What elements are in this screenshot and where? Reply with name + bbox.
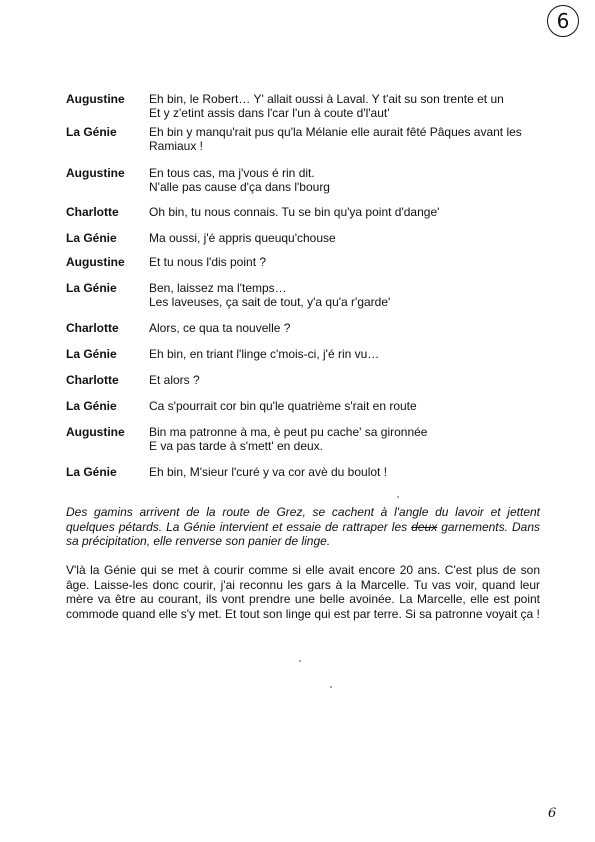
stage-direction bbox=[66, 505, 540, 549]
dialogue-line bbox=[66, 347, 541, 361]
dialogue-line bbox=[66, 166, 541, 194]
dialogue-text bbox=[149, 255, 541, 269]
stage-direction-text-before: Des gamins arrivent de la route de Grez, se cachent à l'angle du lavoir et jettent quelques pétards. La Génie intervient et essaie de rattraper les bbox=[66, 505, 540, 534]
dialogue-text bbox=[149, 231, 541, 245]
dialogue-text bbox=[149, 281, 541, 309]
dialogue-text-line: Ma oussi, j'é appris queuqu'chouse bbox=[149, 231, 336, 245]
dialogue-text bbox=[149, 321, 541, 335]
scan-speck bbox=[299, 660, 301, 662]
dialogue-line bbox=[66, 373, 541, 387]
dialogue-text-line: Alors, ce qua ta nouvelle ? bbox=[149, 321, 291, 335]
handwritten-page-number: 6 bbox=[548, 806, 557, 821]
speaker-name: Charlotte bbox=[66, 373, 119, 387]
scan-speck bbox=[397, 496, 399, 498]
dialogue-text-line: N'alle pas cause d'ça dans l'bourg bbox=[149, 180, 330, 194]
dialogue-text bbox=[149, 347, 541, 361]
speaker-name: Charlotte bbox=[66, 205, 119, 219]
dialogue-text bbox=[149, 125, 541, 153]
dialogue-text bbox=[149, 465, 541, 479]
dialogue-text-line: En tous cas, ma j'vous é rin dit. bbox=[149, 166, 315, 180]
dialogue-text-line: Et y z'etint assis dans l'car l'un à coute d'l'aut' bbox=[149, 106, 390, 120]
dialogue-text bbox=[149, 373, 541, 387]
dialogue-text bbox=[149, 92, 541, 120]
scan-speck bbox=[330, 686, 332, 688]
speaker-name: La Génie bbox=[66, 281, 117, 295]
dialogue-text-line: Oh bin, tu nous connais. Tu se bin qu'ya point d'dange' bbox=[149, 205, 440, 219]
dialogue-line bbox=[66, 205, 541, 219]
dialogue-text-line: Bin ma patronne à ma, è peut pu cache' sa gironnée bbox=[149, 425, 428, 439]
speaker-name: Augustine bbox=[66, 425, 125, 439]
dialogue-text-line: E va pas tarde à s'mett' en deux. bbox=[149, 439, 324, 453]
dialogue-text bbox=[149, 166, 541, 194]
dialogue-line bbox=[66, 125, 541, 153]
speaker-name: La Génie bbox=[66, 399, 117, 413]
circled-page-number: 6 bbox=[547, 5, 579, 37]
dialogue-line bbox=[66, 399, 541, 413]
dialogue-text bbox=[149, 205, 541, 219]
dialogue-line bbox=[66, 281, 541, 309]
speaker-name: Charlotte bbox=[66, 321, 119, 335]
dialogue-text bbox=[149, 425, 541, 453]
dialogue-block bbox=[66, 80, 541, 479]
dialogue-line bbox=[66, 231, 541, 245]
dialogue-text-line: Eh bin, en triant l'linge c'mois-ci, j'é rin vu… bbox=[149, 347, 380, 361]
dialogue-text-line: Les laveuses, ça sait de tout, y'a qu'a r'garde' bbox=[149, 295, 391, 309]
speaker-name: La Génie bbox=[66, 465, 117, 479]
dialogue-text-line: Eh bin, M'sieur l'curé y va cor avè du boulot ! bbox=[149, 465, 388, 479]
dialogue-text-line: Eh bin, le Robert… Y' allait oussi à Laval. Y t'ait su son trente et un bbox=[149, 92, 504, 106]
speaker-name: La Génie bbox=[66, 347, 117, 361]
speaker-name: La Génie bbox=[66, 125, 117, 139]
dialogue-line bbox=[66, 465, 541, 479]
dialogue-text-line: Ben, laissez ma l'temps… bbox=[149, 281, 287, 295]
dialogue-line bbox=[66, 321, 541, 335]
stage-direction-struck-word: deux bbox=[411, 519, 438, 534]
speaker-name: Augustine bbox=[66, 255, 125, 269]
narration-paragraph: V'là la Génie qui se met à courir comme si elle avait encore 20 ans. C'est plus de son âge. Laisse-les donc courir, j'ai reconnu les gars à la Marcelle. Tu vas voir, quand leur mère va être au courant, ils vont prendre une belle avoinée. La Marcelle, elle est point commode quand elle s'y met. Et tout son linge qui est par terre. Si sa patronne voyait ça ! bbox=[66, 563, 540, 621]
dialogue-text-line: Eh bin y manqu'rait pus qu'la Mélanie elle aurait fêté Pâques avant les bbox=[149, 125, 522, 139]
speaker-name: Augustine bbox=[66, 166, 125, 180]
stage-direction-text-after: garnements. Dans sa précipitation, elle renverse son panier de linge. bbox=[66, 519, 540, 548]
dialogue-text-line: Ca s'pourrait cor bin qu'le quatrième s'rait en route bbox=[149, 399, 417, 413]
dialogue-line bbox=[66, 92, 541, 120]
dialogue-text bbox=[149, 399, 541, 413]
dialogue-line bbox=[66, 255, 541, 269]
dialogue-text-line: Ramiaux ! bbox=[149, 139, 204, 153]
dialogue-text-line: Et alors ? bbox=[149, 373, 200, 387]
dialogue-text-line: Et tu nous l'dis point ? bbox=[149, 255, 267, 269]
speaker-name: Augustine bbox=[66, 92, 125, 106]
dialogue-line bbox=[66, 425, 541, 453]
speaker-name: La Génie bbox=[66, 231, 117, 245]
